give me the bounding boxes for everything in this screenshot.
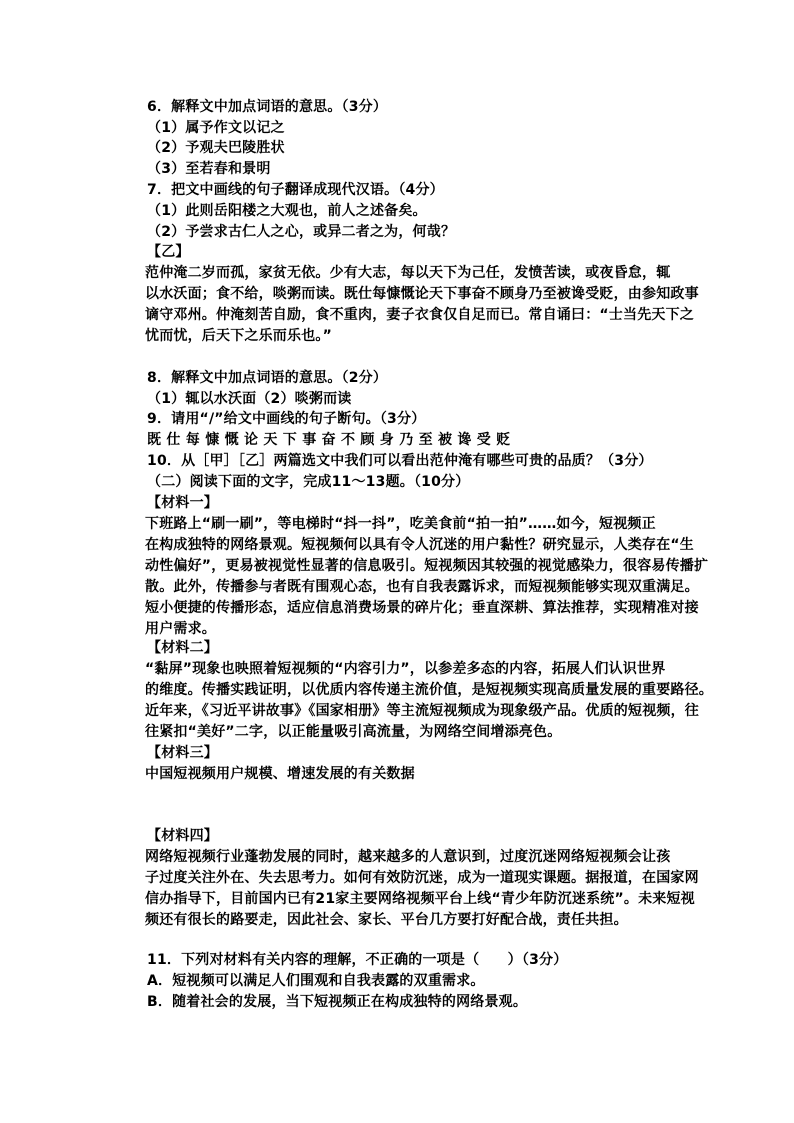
material-2-line-4: 往紧扣“美好”二字，以正能量吸引高流量，为网络空间增添亮色。: [145, 724, 562, 740]
material-4-heading: 【材料四】: [147, 828, 218, 844]
question-11: 11．下列对材料有关内容的理解，不正确的一项是（ ）（3分）: [147, 952, 568, 968]
material-1-line-2: 在构成独特的网络景观。短视频何以具有令人沉迷的用户黏性？研究显示，人类存在“生: [145, 537, 694, 553]
material-4-line-4: 频还有很长的路要走，因此社会、家长、平台几方要打好配合战，责任共担。: [145, 912, 628, 928]
material-3-heading: 【材料三】: [147, 745, 218, 761]
passage-yi-line-2: 以水沃面；食不给，啖粥而读。既仕每慷慨论天下事奋不顾身乃至被谗受贬，由参知政事: [145, 286, 699, 302]
passage-yi-line-3: 谪守邓州。仲淹刻苦自励，食不重肉，妻子衣食仅自足而已。常自诵曰：“士当先天下之: [145, 307, 694, 323]
question-8: 8．解释文中加点词语的意思。（2分）: [147, 370, 388, 386]
material-4-line-2: 子过度关注外在、失去思考力。如何有效防沉迷，成为一道现实课题。据报道，在国家网: [145, 870, 699, 886]
material-1-line-1: 下班路上“刷一刷”，等电梯时“抖一抖”，吃美食前“拍一拍”……如今，短视频正: [145, 516, 656, 532]
material-2-line-2: 的维度。传播实践证明，以优质内容传递主流价值，是短视频实现高质量发展的重要路径。: [145, 682, 713, 698]
material-2-line-3: 近年来，《习近平讲故事》《国家相册》等主流短视频成为现象级产品。优质的短视频，往: [145, 703, 699, 719]
question-7-item-2: （2）予尝求古仁人之心，或异二者之为，何哉？: [147, 224, 456, 240]
question-6-item-2: （2）予观夫巴陵胜状: [147, 140, 285, 156]
question-7-item-1: （1）此则岳阳楼之大观也，前人之述备矣。: [147, 203, 427, 219]
material-1-line-6: 用户需求。: [145, 621, 216, 637]
question-6: 6．解释文中加点词语的意思。（3分）: [147, 99, 388, 115]
material-1-line-5: 短小便捷的传播形态，适应信息消费场景的碎片化；垂直深耕、算法推荐，实现精准对接: [145, 600, 699, 616]
material-2-heading: 【材料二】: [147, 640, 218, 656]
question-9-sentence: 既仕每慷慨论天下事奋不顾身乃至被谗受贬: [147, 432, 516, 448]
passage-yi-line-1: 范仲淹二岁而孤，家贫无依。少有大志，每以天下为己任，发愤苦读，或夜昏怠，辄: [145, 265, 671, 281]
section-two-heading: （二）阅读下面的文字，完成11～13题。（10分）: [147, 474, 470, 490]
material-1-line-3: 动性偏好”，更易被视觉性显著的信息吸引。短视频因其较强的视觉感染力，很容易传播扩: [145, 558, 709, 574]
material-2-line-1: “黏屏”现象也映照着短视频的“内容引力”，以参差多态的内容，拓展人们认识世界: [145, 661, 666, 677]
material-4-line-1: 网络短视频行业蓬勃发展的同时，越来越多的人意识到，过度沉迷网络短视频会让孩: [145, 849, 671, 865]
material-1-line-4: 散。此外，传播参与者既有围观心态，也有自我表露诉求，而短视频能够实现双重满足。: [145, 579, 699, 595]
passage-yi-line-4: 忧而忧，后天下之乐而乐也。”: [145, 328, 333, 344]
question-9: 9．请用“/”给文中画线的句子断句。（3分）: [147, 411, 426, 427]
section-yi-heading: 【乙】: [147, 244, 190, 260]
question-10: 10．从［甲］［乙］两篇选文中我们可以看出范仲淹有哪些可贵的品质？（3分）: [147, 453, 653, 469]
material-3-caption: 中国短视频用户规模、增速发展的有关数据: [145, 766, 415, 782]
material-4-line-3: 信办指导下，目前国内已有21家主要网络视频平台上线“青少年防沉迷系统”。未来短视: [145, 891, 695, 907]
material-1-heading: 【材料一】: [147, 495, 218, 511]
question-6-item-1: （1）属予作文以记之: [147, 120, 285, 136]
question-6-item-3: （3）至若春和景明: [147, 161, 271, 177]
question-11-option-a: A．短视频可以满足人们围观和自我表露的双重需求。: [147, 973, 485, 989]
question-7: 7．把文中画线的句子翻译成现代汉语。（4分）: [147, 182, 444, 198]
question-8-items: （1）辄以水沃面（2）啖粥而读: [147, 391, 352, 407]
question-11-option-b: B．随着社会的发展，当下短视频正在构成独特的网络景观。: [147, 994, 528, 1010]
